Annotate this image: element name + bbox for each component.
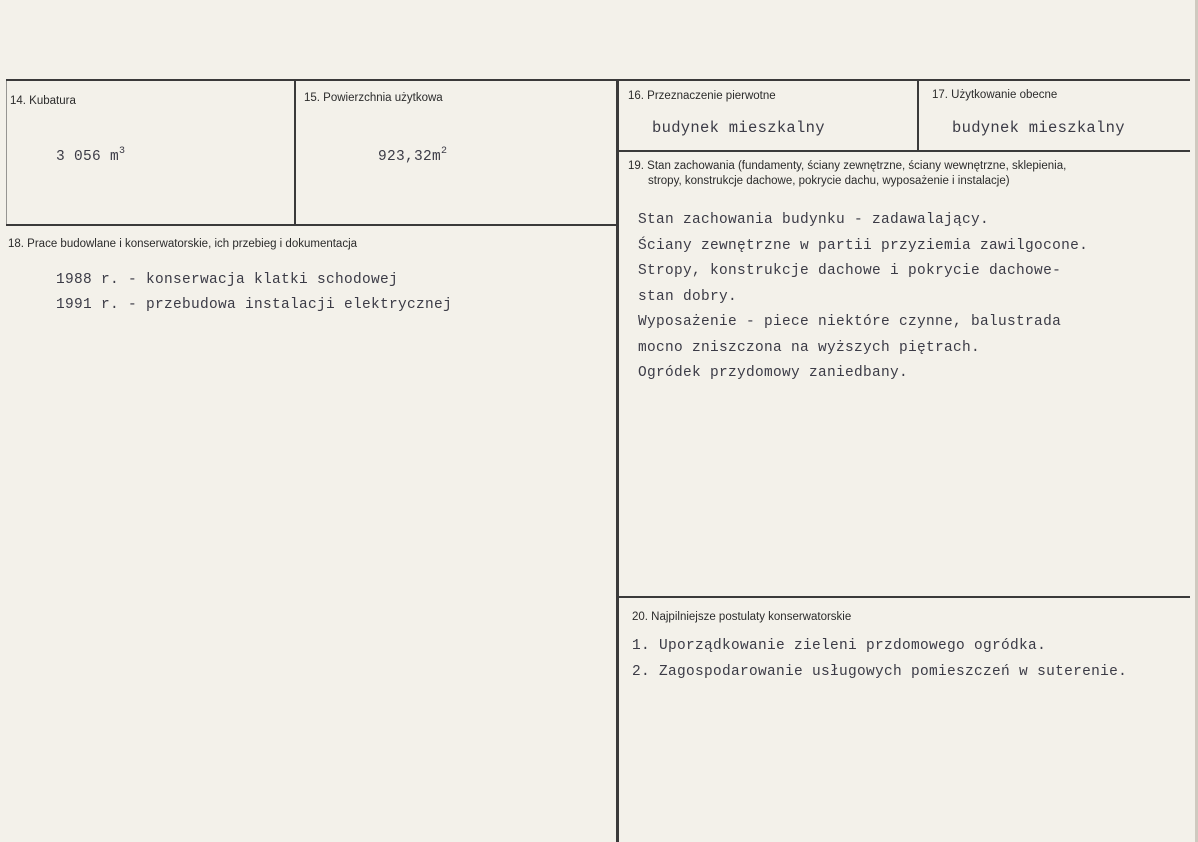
field-16-label: 16. Przeznaczenie pierwotne — [628, 90, 776, 102]
divider-16-17 — [917, 80, 919, 151]
field-14-unit-sup: 3 — [119, 146, 126, 157]
field-19-entries — [638, 208, 1088, 387]
field-15-value: $923,32m^2$ — [378, 146, 448, 165]
field-19-label-line1: 19. Stan zachowania (fundamenty, ściany zewnętrzne, ściany wewnętrzne, sklepienia, — [628, 160, 1067, 172]
field-16-value: budynek mieszkalny — [652, 119, 825, 137]
field-20-entries — [632, 633, 1127, 685]
field-19-line: Ogródek przydomowy zaniedbany. — [638, 365, 909, 381]
field-15-unit-sup: 2 — [441, 146, 448, 157]
field-14-value: 3 056 $m^3$ — [56, 146, 126, 165]
field-18-line: 1991 r. - przebudowa instalacji elektrycznej — [56, 297, 453, 313]
field-19-line: mocno zniszczona na wyższych piętrach. — [638, 339, 981, 356]
left-border — [6, 80, 7, 225]
field-19-line: Stan zachowania budynku - zadawalający. — [638, 212, 990, 228]
field-17-value: budynek mieszkalny — [952, 119, 1125, 137]
divider-14-15 — [294, 80, 296, 225]
field-19-line: Wyposażenie - piece niektóre czynne, balustrada — [638, 314, 1062, 330]
rule-under-16-17 — [618, 150, 1190, 152]
field-19-line: Ściany zewnętrzne w partii przyziemia zawilgocone. — [638, 237, 1089, 254]
top-rule — [6, 79, 1190, 81]
divider-main — [616, 80, 619, 842]
field-15-label: 15. Powierzchnia użytkowa — [304, 92, 443, 104]
field-14-label: 14. Kubatura — [10, 95, 76, 107]
field-20-label: 20. Najpilniejsze postulaty konserwatorskie — [632, 611, 852, 623]
rule-under-14-15 — [6, 224, 618, 226]
field-17-label: 17. Użytkowanie obecne — [932, 89, 1058, 101]
field-18-entries — [56, 268, 452, 318]
field-19-line: Stropy, konstrukcje dachowe i pokrycie dachowe- — [638, 263, 1062, 279]
field-19-label-line2: stropy, konstrukcje dachowe, pokrycie dachu, wyposażenie i instalacje) — [648, 175, 1010, 187]
rule-above-20 — [618, 596, 1190, 598]
field-19-line: stan dobry. — [638, 288, 738, 305]
field-18-line: 1988 r. - konserwacja klatki schodowej — [56, 272, 399, 288]
field-20-line: 2. Zagospodarowanie usługowych pomieszczeń w suterenie. — [632, 664, 1128, 680]
field-18-label: 18. Prace budowlane i konserwatorskie, ich przebieg i dokumentacja — [8, 238, 358, 250]
field-20-line: 1. Uporządkowanie zieleni przdomowego ogródka. — [632, 638, 1047, 654]
